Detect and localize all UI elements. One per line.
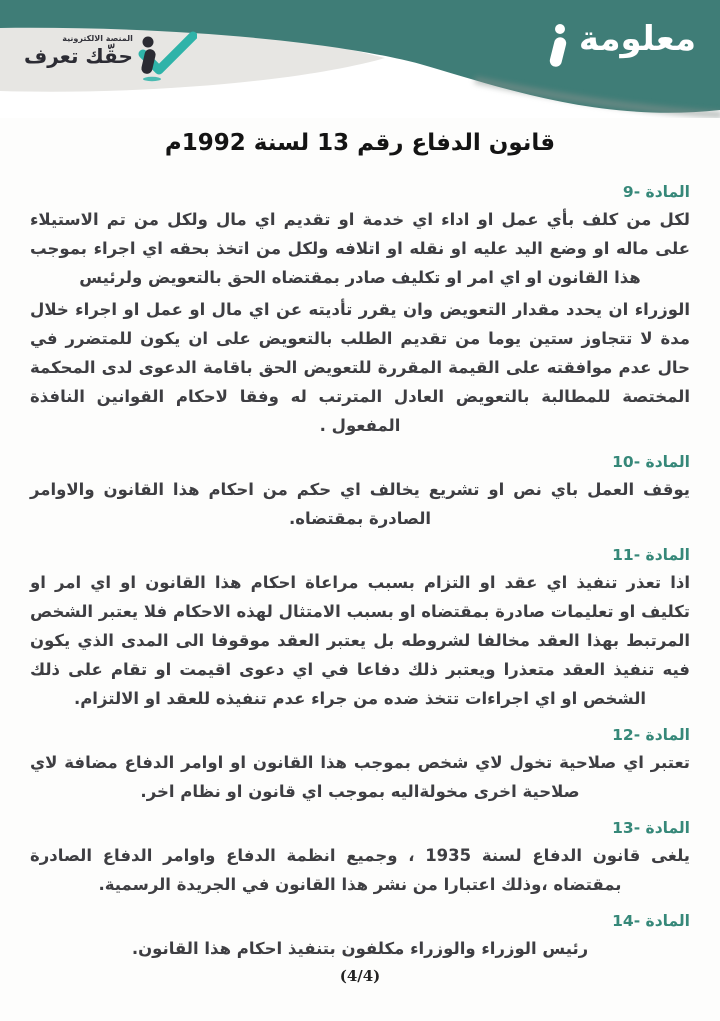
article-heading: المادة -11 xyxy=(612,546,690,564)
article xyxy=(30,453,690,533)
info-person-icon xyxy=(551,24,569,72)
article-paragraph: الوزراء ان يحدد مقدار التعويض وان يقرر تأديته عن اي مال او عمل او اجراء خلال مدة لا تتجاوز ستين يوما من تقديم الطلب بالتعويض على ان يكون للمتضرر في حال عدم موافقته على القيمة المقررة للتعويض الحق باقامة الدعوى لدى المحكمة المختصة للمطالبة بالتعويض العادل المترتب له وفقا لاحكام القوانين النافذة المفعول . xyxy=(30,300,690,435)
platform-name: حقّك تعرف xyxy=(24,43,133,68)
article xyxy=(30,183,690,440)
articles-list xyxy=(30,183,690,963)
document-title: قانون الدفاع رقم 13 لسنة 1992م xyxy=(164,130,556,156)
brand-maaloma xyxy=(551,19,696,72)
brand-maaloma-label: معلومة xyxy=(578,19,696,59)
article-heading: المادة -10 xyxy=(612,453,690,471)
article-paragraph: يوقف العمل باي نص او تشريع يخالف اي حكم من احكام هذا القانون والاوامر الصادرة بمقتضاه. xyxy=(30,480,690,528)
platform-tagline: المنصة الالكترونية xyxy=(62,34,133,43)
article-paragraph: اذا تعذر تنفيذ اي عقد او التزام بسبب مراعاة احكام هذا القانون او اي امر او تكليف او تعليمات صادرة بمقتضاه او بسبب الامتثال لهذه الاحكام فلا يعتبر الشخص المرتبط بهذا العقد مخالفا لشروطه بل يعتبر العقد موقوفا الى المدى الذي يكون فيه تنفيذ العقد متعذرا ويعتبر ذلك دفاعا في اي دعوى اقيمت او تقام على ذلك الشخص او اي اجراءات تتخذ ضده من جراء عدم تنفيذه للعقد او الالتزام. xyxy=(30,573,690,708)
article-heading: المادة -12 xyxy=(612,726,690,744)
page-number: (4/4) xyxy=(339,967,381,985)
article-heading: المادة -9 xyxy=(622,183,690,201)
article-heading: المادة -13 xyxy=(612,819,690,837)
article-heading: المادة -14 xyxy=(612,912,690,930)
article xyxy=(30,726,690,806)
article xyxy=(30,819,690,899)
article-paragraph: لكل من كلف بأي عمل او اداء اي خدمة او تقديم اي مال ولكل من تم الاستيلاء على ماله او وضع اليد عليه او نقله او اتلافه ولكل من اتخذ بحقه اي اجراء بموجب هذا القانون او اي امر او تكليف صادر بمقتضاه الحق بالتعويض ولرئيس xyxy=(30,210,690,287)
article-paragraph: تعتبر اي صلاحية تخول لاي شخص بموجب هذا القانون او اوامر الدفاع مضافة لاي صلاحية اخرى مخولةاليه بموجب اي قانون او نظام اخر. xyxy=(30,753,690,801)
document-body xyxy=(0,156,720,963)
platform-logo xyxy=(24,30,197,82)
article-paragraph: رئيس الوزراء والوزراء مكلفون بتنفيذ احكام هذا القانون. xyxy=(131,939,589,958)
article xyxy=(30,912,690,963)
header-banner xyxy=(0,0,720,118)
article xyxy=(30,546,690,713)
checkmark-person-icon xyxy=(135,30,197,82)
article-paragraph: يلغى قانون الدفاع لسنة 1935 ، وجميع انظمة الدفاع واوامر الدفاع الصادرة بمقتضاه ،وذلك اعتبارا من نشر هذا القانون في الجريدة الرسمية. xyxy=(30,846,690,894)
